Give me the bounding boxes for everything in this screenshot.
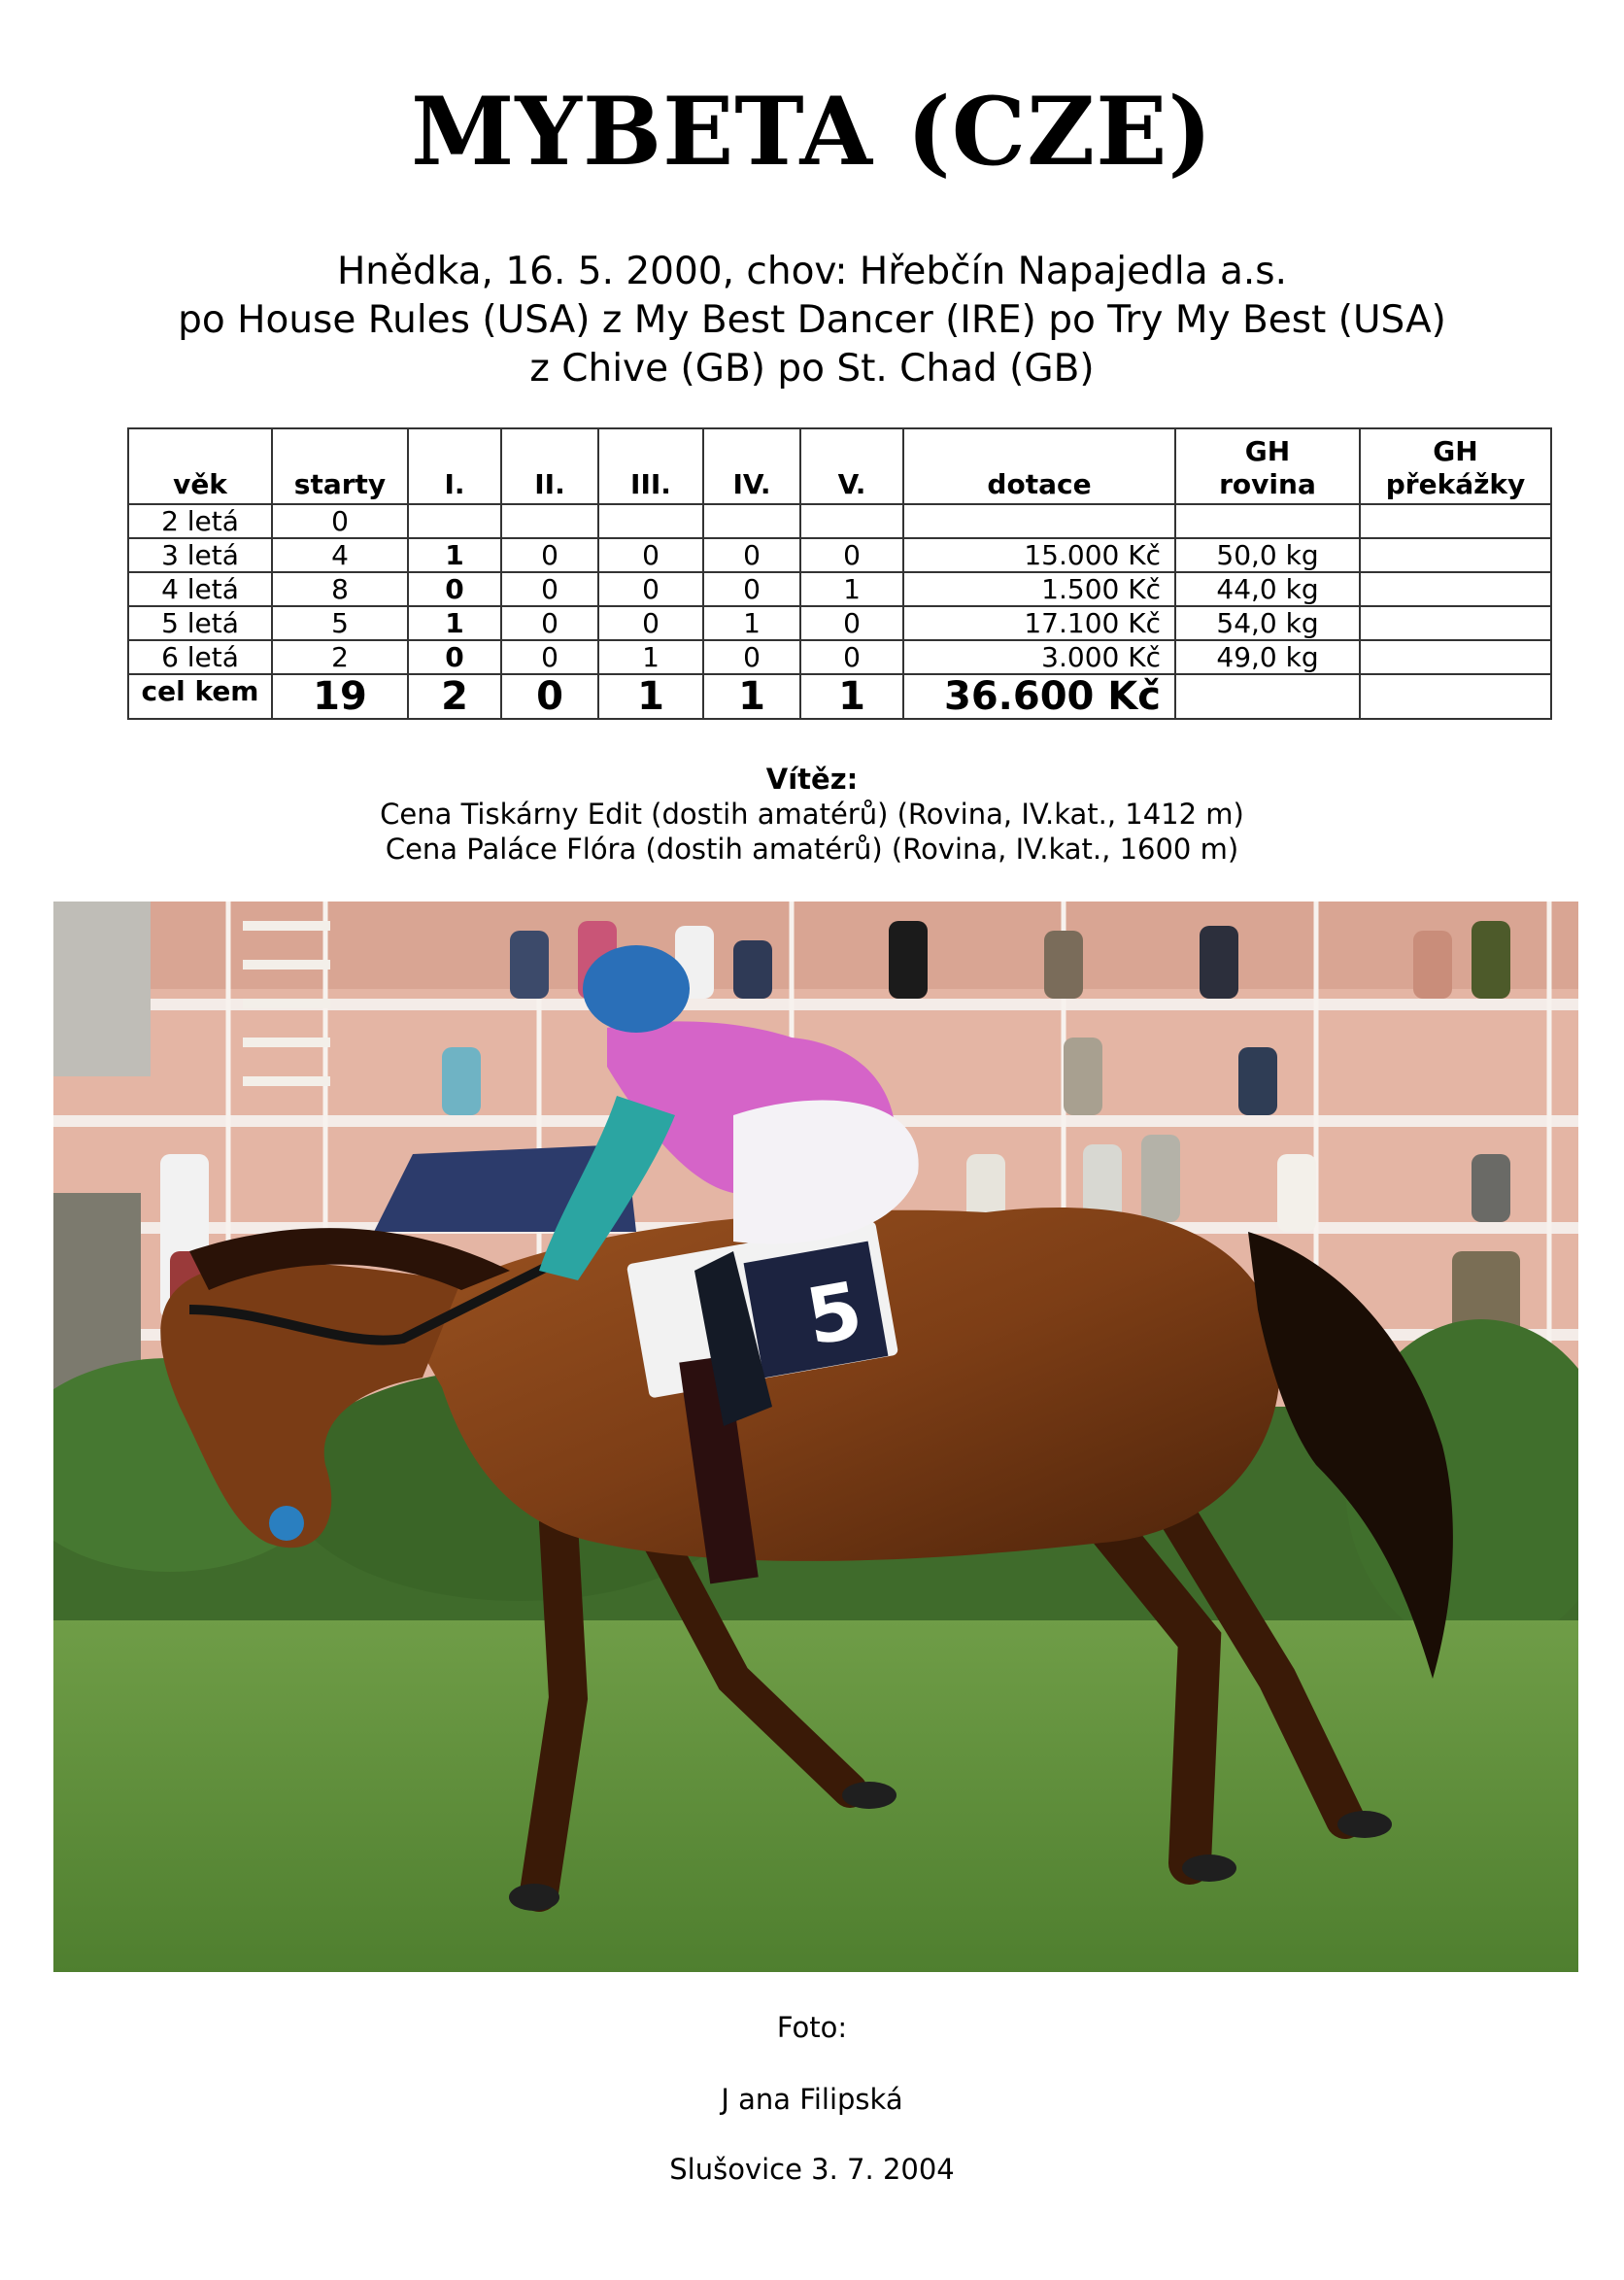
table-cell	[1360, 538, 1551, 572]
column-header: II.	[501, 428, 598, 504]
winner-race: Cena Tiskárny Edit (dostih amatérů) (Rovina, IV.kat., 1412 m)	[380, 798, 1244, 831]
column-header: I.	[408, 428, 501, 504]
race-statistics-table	[127, 427, 1552, 720]
table-cell: 3.000 Kč	[903, 640, 1175, 674]
table-cell: 0	[501, 606, 598, 640]
table-cell: 4 letá	[128, 572, 272, 606]
table-row	[128, 538, 1551, 572]
table-cell: 0	[598, 606, 703, 640]
table-cell	[1360, 504, 1551, 538]
column-header: GH překážky	[1360, 428, 1551, 504]
table-cell: 0	[800, 606, 903, 640]
table-total-cell	[1360, 674, 1551, 719]
table-cell: 0	[800, 640, 903, 674]
column-header: dotace	[903, 428, 1175, 504]
winner-race: Cena Paláce Flóra (dostih amatérů) (Rovina, IV.kat., 1600 m)	[385, 833, 1239, 866]
pedigree-line-3: z Chive (GB) po St. Chad (GB)	[529, 347, 1095, 391]
table-cell: 54,0 kg	[1175, 606, 1360, 640]
table-cell	[408, 504, 501, 538]
table-cell: 0	[408, 572, 501, 606]
table-cell: 0	[408, 640, 501, 674]
table-cell: 3 letá	[128, 538, 272, 572]
table-cell	[501, 504, 598, 538]
table-total-cell: 2	[408, 674, 501, 719]
table-cell: 0	[703, 538, 800, 572]
table-total-cell: 1	[703, 674, 800, 719]
table-cell: 5 letá	[128, 606, 272, 640]
column-header: III.	[598, 428, 703, 504]
table-cell	[703, 504, 800, 538]
column-header: GH rovina	[1175, 428, 1360, 504]
winner-heading: Vítěz:	[765, 763, 859, 796]
table-cell: 4	[272, 538, 408, 572]
table-cell: 1	[703, 606, 800, 640]
pedigree-line-1: Hnědka, 16. 5. 2000, chov: Hřebčín Napajedla a.s.	[336, 250, 1288, 293]
table-cell	[1175, 504, 1360, 538]
pedigree-line-2: po House Rules (USA) z My Best Dancer (IRE) po Try My Best (USA)	[178, 298, 1446, 342]
table-total-cell	[1175, 674, 1360, 719]
table-cell: 0	[703, 640, 800, 674]
column-header: V.	[800, 428, 903, 504]
table-cell: 8	[272, 572, 408, 606]
page-title: MYBETA (CZE)	[411, 77, 1213, 187]
table-total-cell: 36.600 Kč	[903, 674, 1175, 719]
table-cell: 1	[598, 640, 703, 674]
table-cell	[1360, 640, 1551, 674]
table-cell	[598, 504, 703, 538]
table-cell: 0	[800, 538, 903, 572]
table-cell: 0	[501, 538, 598, 572]
table-cell	[1360, 572, 1551, 606]
table-cell: 44,0 kg	[1175, 572, 1360, 606]
table-cell: 0	[272, 504, 408, 538]
table-row	[128, 572, 1551, 606]
photo-credit-author: J ana Filipská	[721, 2083, 903, 2116]
table-cell: 15.000 Kč	[903, 538, 1175, 572]
column-header: IV.	[703, 428, 800, 504]
table-cell: 1	[408, 606, 501, 640]
table-row	[128, 606, 1551, 640]
table-cell: 0	[501, 572, 598, 606]
table-cell: 50,0 kg	[1175, 538, 1360, 572]
horse-pedigree	[0, 248, 1624, 393]
column-header: starty	[272, 428, 408, 504]
saddlecloth-number: 5	[799, 1264, 869, 1363]
table-cell: 6 letá	[128, 640, 272, 674]
table-cell	[903, 504, 1175, 538]
table-cell: 0	[598, 538, 703, 572]
table-row	[128, 504, 1551, 538]
table-total-cell: 1	[800, 674, 903, 719]
table-cell: 0	[501, 640, 598, 674]
table-cell: 2	[272, 640, 408, 674]
table-cell: 0	[598, 572, 703, 606]
table-cell: 49,0 kg	[1175, 640, 1360, 674]
table-cell: 5	[272, 606, 408, 640]
table-total-cell: 0	[501, 674, 598, 719]
table-cell: 0	[703, 572, 800, 606]
table-total-cell: 19	[272, 674, 408, 719]
table-row	[128, 640, 1551, 674]
horse-photo	[53, 902, 1578, 1972]
winner-section	[0, 762, 1624, 867]
column-header: věk	[128, 428, 272, 504]
table-cell	[1360, 606, 1551, 640]
table-cell: 1	[408, 538, 501, 572]
table-cell: 17.100 Kč	[903, 606, 1175, 640]
table-cell: 1.500 Kč	[903, 572, 1175, 606]
photo-place-date: Slušovice 3. 7. 2004	[669, 2153, 955, 2186]
table-total-cell: cel kem	[128, 674, 272, 719]
table-cell	[800, 504, 903, 538]
table-cell: 1	[800, 572, 903, 606]
table-cell: 2 letá	[128, 504, 272, 538]
table-total-row	[128, 674, 1551, 719]
table-header-row	[128, 428, 1551, 504]
photo-credit-label: Foto:	[776, 2011, 848, 2044]
table-total-cell: 1	[598, 674, 703, 719]
